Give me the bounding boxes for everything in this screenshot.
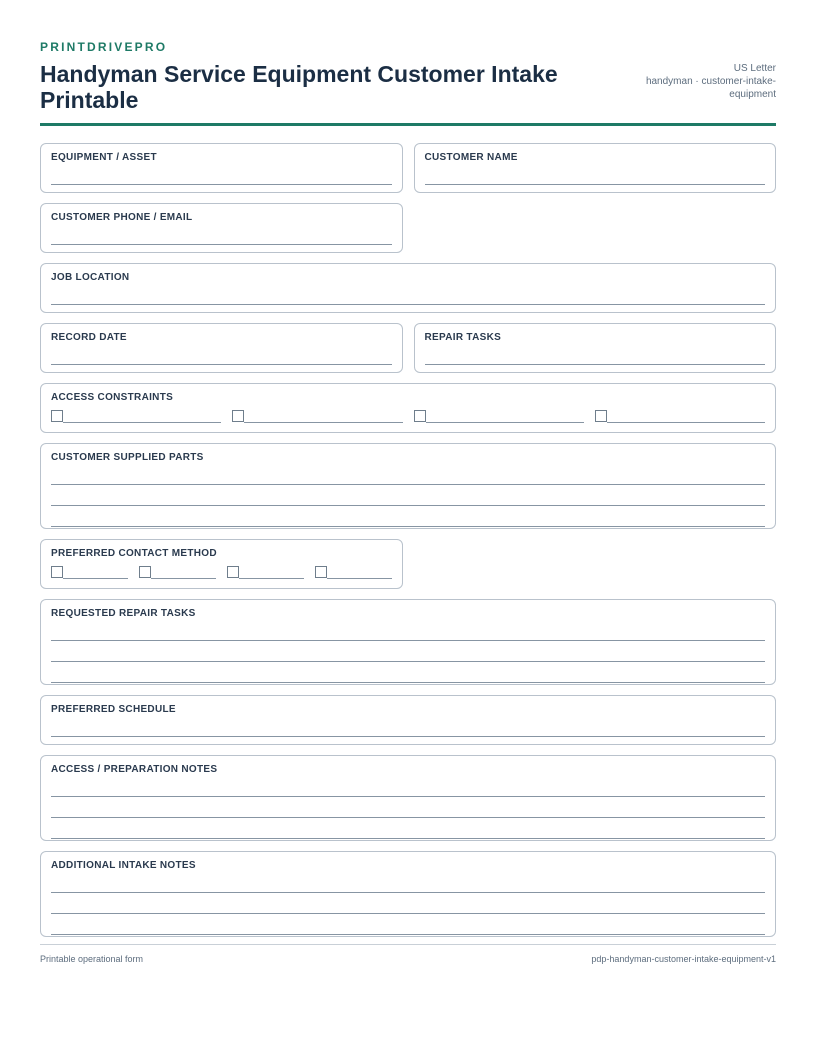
option-write-line[interactable]: [63, 566, 128, 579]
option-write-line[interactable]: [63, 410, 221, 423]
customer-contact-label: CUSTOMER PHONE / EMAIL: [51, 212, 193, 223]
checkbox[interactable]: [227, 566, 239, 578]
customer-contact-write-line[interactable]: [51, 224, 392, 245]
access-constraints-label: ACCESS CONSTRAINTS: [51, 392, 174, 403]
contact-option: [139, 566, 216, 579]
checkbox[interactable]: [595, 410, 607, 422]
footer-description: Printable operational form: [40, 954, 144, 964]
access-notes-field: [40, 755, 776, 841]
option-write-line[interactable]: [607, 410, 765, 423]
checkbox[interactable]: [139, 566, 151, 578]
requested-tasks-field: [40, 599, 776, 685]
access-option: [595, 410, 765, 423]
customer-parts-write-line[interactable]: [51, 485, 765, 506]
equipment-field: [40, 143, 403, 193]
access-constraints-field: [40, 383, 776, 433]
repair-tasks-field: [414, 323, 777, 373]
contact-option: [315, 566, 392, 579]
access-notes-label: ACCESS / PREPARATION NOTES: [51, 764, 218, 775]
record-date-field: [40, 323, 403, 373]
customer-name-label: CUSTOMER NAME: [424, 152, 518, 163]
brand-name: PRINTDRIVEPRO: [40, 40, 168, 54]
requested-tasks-write-line[interactable]: [51, 620, 765, 641]
option-write-line[interactable]: [151, 566, 216, 579]
repair-tasks-label: REPAIR TASKS: [424, 332, 502, 343]
form-id: pdp-handyman-customer-intake-equipment-v1: [591, 954, 776, 964]
schedule-field: [40, 695, 776, 745]
access-constraints-options: [51, 410, 765, 423]
page-title: Handyman Service Equipment Customer Intake Printable: [40, 61, 558, 113]
repair-tasks-write-line[interactable]: [425, 344, 766, 365]
option-write-line[interactable]: [426, 410, 584, 423]
checkbox[interactable]: [232, 410, 244, 422]
checkbox[interactable]: [51, 566, 63, 578]
footer: [40, 944, 776, 964]
access-option: [414, 410, 584, 423]
contact-option: [227, 566, 304, 579]
option-write-line[interactable]: [244, 410, 402, 423]
access-option: [232, 410, 402, 423]
checkbox[interactable]: [51, 410, 63, 422]
additional-notes-write-line[interactable]: [51, 893, 765, 914]
customer-name-write-line[interactable]: [425, 164, 766, 185]
access-notes-write-line[interactable]: [51, 797, 765, 818]
checkbox[interactable]: [414, 410, 426, 422]
contact-method-label: PREFERRED CONTACT METHOD: [51, 548, 217, 559]
additional-notes-write-line[interactable]: [51, 872, 765, 893]
job-location-write-line[interactable]: [51, 284, 765, 305]
option-write-line[interactable]: [239, 566, 304, 579]
requested-tasks-write-line[interactable]: [51, 662, 765, 683]
contact-option: [51, 566, 128, 579]
contact-method-options: [51, 566, 392, 579]
intake-form: [40, 143, 776, 937]
additional-notes-write-line[interactable]: [51, 914, 765, 935]
schedule-label: PREFERRED SCHEDULE: [51, 704, 176, 715]
equipment-label: EQUIPMENT / ASSET: [51, 152, 157, 163]
record-date-label: RECORD DATE: [51, 332, 127, 343]
document-slug: handyman · customer-intake-equipment: [645, 76, 776, 100]
requested-tasks-label: REQUESTED REPAIR TASKS: [51, 608, 196, 619]
job-location-label: JOB LOCATION: [51, 272, 130, 283]
access-option: [51, 410, 221, 423]
contact-method-field: [40, 539, 403, 589]
customer-parts-write-line[interactable]: [51, 506, 765, 527]
additional-notes-field: [40, 851, 776, 937]
access-notes-write-line[interactable]: [51, 818, 765, 839]
customer-parts-field: [40, 443, 776, 529]
access-notes-write-line[interactable]: [51, 776, 765, 797]
customer-name-field: [414, 143, 777, 193]
paper-size: US Letter: [733, 63, 776, 74]
job-location-field: [40, 263, 776, 313]
header: [40, 61, 776, 126]
customer-contact-field: [40, 203, 403, 253]
customer-parts-label: CUSTOMER SUPPLIED PARTS: [51, 452, 204, 463]
customer-parts-write-line[interactable]: [51, 464, 765, 485]
document-meta: [609, 62, 776, 113]
requested-tasks-write-line[interactable]: [51, 641, 765, 662]
equipment-write-line[interactable]: [51, 164, 392, 185]
record-date-write-line[interactable]: [51, 344, 392, 365]
schedule-write-line[interactable]: [51, 716, 765, 737]
option-write-line[interactable]: [327, 566, 392, 579]
additional-notes-label: ADDITIONAL INTAKE NOTES: [51, 860, 196, 871]
checkbox[interactable]: [315, 566, 327, 578]
